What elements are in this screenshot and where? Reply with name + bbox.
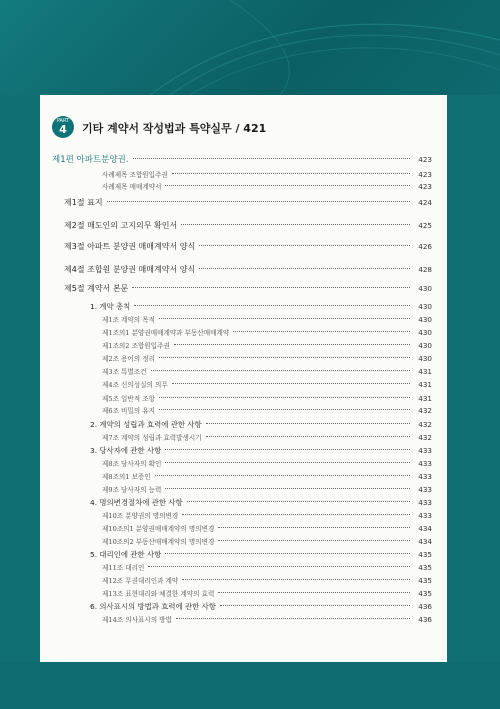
toc-entry-label: 제1조의1 분양권매매계약과 부동산매매계약 <box>102 329 230 337</box>
toc-entry[interactable] <box>64 241 432 252</box>
toc-entry-label: 제10조 분양권의 명의변경 <box>102 512 179 520</box>
toc-entry[interactable] <box>102 314 432 324</box>
toc-entry-label: 제11조 대리인 <box>102 564 145 572</box>
toc-entry-page: 433 <box>418 446 432 455</box>
dot-leader <box>165 462 410 463</box>
toc-entry-label: 제10조의1 분양권매매계약의 명의변경 <box>102 525 215 533</box>
toc-entry[interactable] <box>102 432 432 442</box>
toc-entry[interactable] <box>90 419 432 430</box>
dot-leader <box>134 305 410 306</box>
dot-leader <box>132 287 410 288</box>
dot-leader <box>206 436 410 437</box>
toc-entry-label: 제12조 무권대리인과 계약 <box>102 577 179 585</box>
toc-entry-page: 431 <box>418 367 432 376</box>
toc-entry-page: 431 <box>418 380 432 389</box>
toc-entry-label: 4. 명의변경절차에 관한 사항 <box>90 498 183 507</box>
dot-leader <box>165 553 410 554</box>
toc-entry-page: 433 <box>418 459 432 468</box>
toc-entry-page: 433 <box>418 472 432 481</box>
dot-leader <box>172 173 410 174</box>
dot-leader <box>159 357 410 358</box>
dot-leader <box>165 488 410 489</box>
toc-entry-label: 제4절 조합원 분양권 매매계약서 양식 <box>64 265 196 274</box>
toc-entry-label: 제8조 당사자의 확인 <box>102 460 162 468</box>
dot-leader <box>181 224 410 225</box>
toc-entry-page: 430 <box>418 315 432 324</box>
toc-entry[interactable] <box>64 264 432 275</box>
toc-entry-page: 432 <box>418 433 432 442</box>
toc-entry-label: 제9조 당사자의 능력 <box>102 486 162 494</box>
toc-entry[interactable] <box>102 379 432 389</box>
toc-entry-label: 3. 당사자에 관한 사항 <box>90 446 162 455</box>
dot-leader <box>218 527 410 528</box>
toc-entry-label: 제1편 아파트분양권. <box>52 155 129 165</box>
toc-entry-label: 5. 대리인에 관한 사항 <box>90 550 162 559</box>
toc-entry-label: 2. 계약의 성립과 효력에 관한 사항 <box>90 420 202 429</box>
toc-entry[interactable] <box>102 536 432 546</box>
toc-entry[interactable] <box>102 510 432 520</box>
toc-entry[interactable] <box>102 405 432 415</box>
dot-leader <box>155 475 410 476</box>
dot-leader <box>233 331 410 332</box>
dot-leader <box>107 201 410 202</box>
toc-entry-label: 사례제목 매매계약서 <box>102 183 162 191</box>
toc-entry[interactable] <box>102 366 432 376</box>
toc-entry-label: 제6조 비밀의 유지 <box>102 407 155 415</box>
toc-entry-page: 430 <box>418 302 432 311</box>
toc-entry-label: 제2조 용어의 정리 <box>102 355 155 363</box>
swirl-decoration <box>0 0 500 95</box>
toc-entry[interactable] <box>102 169 432 179</box>
toc-entry-label: 6. 의사표시의 방법과 효력에 관한 사항 <box>90 602 216 611</box>
toc-entry-page: 436 <box>418 602 432 611</box>
toc-entry[interactable] <box>102 471 432 481</box>
toc-entry[interactable] <box>90 497 432 508</box>
toc-entry-page: 433 <box>418 498 432 507</box>
toc-entry-page: 430 <box>418 354 432 363</box>
toc-entry-page: 430 <box>418 284 432 293</box>
dot-leader <box>182 514 410 515</box>
toc-entry[interactable] <box>102 393 432 403</box>
toc-entry-page: 431 <box>418 394 432 403</box>
dot-leader <box>133 158 410 159</box>
toc-entry[interactable] <box>52 153 432 165</box>
toc-entry[interactable] <box>90 601 432 612</box>
toc-entry-label: 제13조 표현대리와 체결한 계약의 효력 <box>102 590 215 598</box>
toc-entry[interactable] <box>102 484 432 494</box>
dot-leader <box>220 605 410 606</box>
toc-entry[interactable] <box>90 445 432 456</box>
toc-entry-page: 423 <box>418 155 432 164</box>
toc-entry-page: 435 <box>418 576 432 585</box>
part-label: PART <box>56 118 70 124</box>
dot-leader <box>174 344 410 345</box>
toc-entry-label: 사례제목 조합원입주권 <box>102 171 168 179</box>
dot-leader <box>176 618 410 619</box>
toc-entry-page: 423 <box>418 170 432 179</box>
toc-entry-page: 426 <box>418 242 432 251</box>
toc-entry-label: 제3조 특별조건 <box>102 368 147 376</box>
toc-entry-page: 428 <box>418 265 432 274</box>
toc-entry[interactable] <box>102 327 432 337</box>
page-title: 기타 계약서 작성법과 특약실무 / 421 <box>82 122 267 135</box>
dot-leader <box>159 409 410 410</box>
toc-entry-page: 434 <box>418 537 432 546</box>
toc-entry-label: 제8조의1 보증인 <box>102 473 151 481</box>
toc-entry-page: 432 <box>418 420 432 429</box>
toc-entry[interactable] <box>102 353 432 363</box>
dot-leader <box>182 579 410 580</box>
dot-leader <box>148 566 410 567</box>
toc-entry[interactable] <box>90 301 432 312</box>
toc-entry[interactable] <box>102 575 432 585</box>
dot-leader <box>159 318 410 319</box>
toc-entry-page: 434 <box>418 524 432 533</box>
toc-entry[interactable] <box>102 588 432 598</box>
dot-leader <box>218 592 410 593</box>
toc-entry[interactable] <box>64 283 432 294</box>
toc-entry[interactable] <box>102 181 432 191</box>
dot-leader <box>187 501 410 502</box>
toc-entry-label: 제5절 계약서 본문 <box>64 284 129 293</box>
toc-entry-page: 430 <box>418 341 432 350</box>
toc-entry-label: 제10조의2 부동산매매계약의 명의변경 <box>102 538 215 546</box>
toc-entry-label: 제1절 표지 <box>64 198 103 207</box>
toc-entry-page: 433 <box>418 511 432 520</box>
dot-leader <box>165 185 410 186</box>
toc-entry-page: 424 <box>418 198 432 207</box>
toc-entry[interactable] <box>102 614 432 624</box>
part-badge <box>52 116 74 138</box>
part-number: 4 <box>59 123 67 136</box>
dot-leader <box>172 383 410 384</box>
toc-entry-page: 435 <box>418 550 432 559</box>
toc-entry-page: 432 <box>418 406 432 415</box>
toc-entry[interactable] <box>102 523 432 533</box>
dot-leader <box>151 370 410 371</box>
toc-entry-label: 제2절 매도인의 고지의무 확인서 <box>64 221 178 230</box>
toc-entry-page: 435 <box>418 563 432 572</box>
toc-entry-label: 제1조 계약의 목적 <box>102 316 155 324</box>
dot-leader <box>206 423 410 424</box>
toc-entry[interactable] <box>102 562 432 572</box>
dot-leader <box>218 540 410 541</box>
toc-entry-label: 제14조 의사표시의 방법 <box>102 616 172 624</box>
dot-leader <box>159 397 410 398</box>
dot-leader <box>165 449 410 450</box>
toc-entry[interactable] <box>64 220 432 231</box>
toc-entry-label: 제4조 신의성실의 의무 <box>102 381 168 389</box>
toc-entry[interactable] <box>90 549 432 560</box>
toc-entry-label: 제5조 일반적 조항 <box>102 395 155 403</box>
toc-entry[interactable] <box>102 340 432 350</box>
dot-leader <box>199 245 410 246</box>
toc-entry[interactable] <box>102 458 432 468</box>
toc-entry-page: 425 <box>418 221 432 230</box>
toc-entry-page: 433 <box>418 485 432 494</box>
toc-entry[interactable] <box>64 197 432 208</box>
toc-entry-label: 제7조 계약의 성립과 효력발생시기 <box>102 434 202 442</box>
toc-entry-page: 423 <box>418 182 432 191</box>
toc-entry-label: 제1조의2 조합원입주권 <box>102 342 170 350</box>
toc-entry-page: 436 <box>418 615 432 624</box>
toc-entry-label: 1. 계약 총칙 <box>90 302 131 311</box>
toc-entry-page: 435 <box>418 589 432 598</box>
bottom-background <box>0 662 500 709</box>
toc-entry-label: 제3절 아파트 분양권 매매계약서 양식 <box>64 242 196 251</box>
dot-leader <box>199 268 410 269</box>
toc-entry-page: 430 <box>418 328 432 337</box>
